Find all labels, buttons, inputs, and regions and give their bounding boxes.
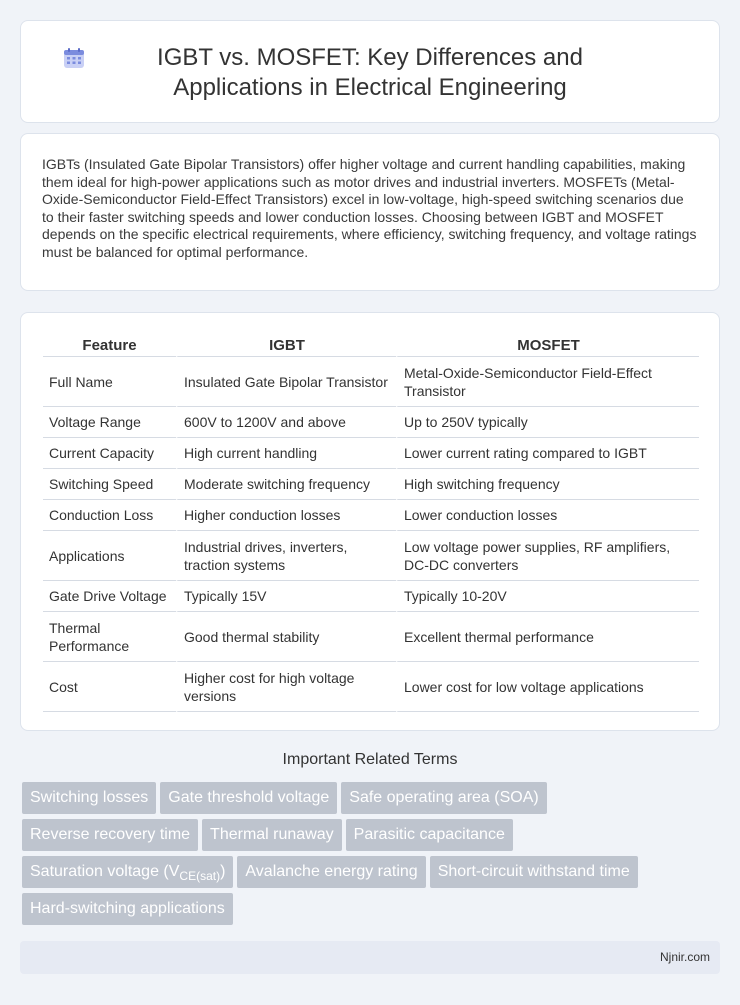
table-row (43, 438, 699, 469)
table-cell-igbt: Typically 15V (176, 581, 396, 612)
intro-card (20, 133, 720, 291)
term-tag[interactable]: Reverse recovery time (22, 819, 198, 851)
table-cell-igbt: Insulated Gate Bipolar Transistor (176, 357, 396, 407)
page-title: IGBT vs. MOSFET: Key Differences and Applications in Electrical Engineering (157, 44, 583, 101)
table-cell-igbt: Moderate switching frequency (176, 469, 396, 500)
term-tag[interactable]: Avalanche energy rating (237, 856, 425, 888)
footer-brand[interactable]: Njnir.com (659, 950, 710, 964)
term-tag[interactable]: Safe operating area (SOA) (341, 782, 546, 814)
table-cell-mosfet: Excellent thermal performance (396, 612, 699, 662)
table-header-row (43, 335, 699, 357)
table-cell-feature: Current Capacity (43, 438, 176, 469)
term-tag[interactable]: Thermal runaway (202, 819, 342, 851)
term-tag-text: Saturation voltage (V (30, 863, 180, 880)
footer (20, 941, 720, 974)
table-cell-mosfet: Up to 250V typically (396, 407, 699, 438)
table-row (43, 612, 699, 662)
comparison-table-card (20, 312, 720, 731)
table-cell-mosfet: Metal-Oxide-Semiconductor Field-Effect Transistor (396, 357, 699, 407)
table-cell-feature: Cost (43, 662, 176, 712)
related-terms-heading: Important Related Terms (282, 751, 458, 768)
term-tag-text-end: ) (220, 863, 226, 880)
term-tag[interactable]: Switching losses (22, 782, 156, 814)
header-feature: Feature (43, 335, 176, 357)
table-row (43, 581, 699, 612)
intro-paragraph: IGBTs (Insulated Gate Bipolar Transistors) offer higher voltage and current handling capabilities, making them ideal for high-power applications such as motor drives and industrial inverters. MOSFETs (Metal-Oxide-Semiconductor Field-Effect Transistors) excel in low-voltage, high-speed switching scenarios due to their faster switching speeds and lower conduction losses. Choosing between IGBT and MOSFET depends on the specific electrical requirements, where efficiency, switching frequency, and voltage ratings must be balanced for optimal performance. (42, 156, 697, 260)
table-cell-mosfet: Lower cost for low voltage applications (396, 662, 699, 712)
term-tag[interactable]: Short-circuit withstand time (430, 856, 638, 888)
table-row (43, 662, 699, 712)
table-cell-mosfet: Lower current rating compared to IGBT (396, 438, 699, 469)
term-tag-subscript: CE(sat) (179, 869, 221, 884)
table-cell-feature: Voltage Range (43, 407, 176, 438)
header-mosfet: MOSFET (396, 335, 699, 357)
title-card (20, 20, 720, 123)
table-cell-feature: Conduction Loss (43, 500, 176, 531)
table-cell-feature: Switching Speed (43, 469, 176, 500)
table-row (43, 531, 699, 581)
table-cell-igbt: Higher cost for high voltage versions (176, 662, 396, 712)
table-cell-mosfet: Low voltage power supplies, RF amplifiers, DC-DC converters (396, 531, 699, 581)
table-cell-mosfet: Typically 10-20V (396, 581, 699, 612)
table-cell-igbt: Good thermal stability (176, 612, 396, 662)
table-cell-igbt: 600V to 1200V and above (176, 407, 396, 438)
table-cell-mosfet: High switching frequency (396, 469, 699, 500)
table-cell-feature: Applications (43, 531, 176, 581)
table-cell-mosfet: Lower conduction losses (396, 500, 699, 531)
table-row (43, 500, 699, 531)
table-cell-feature: Gate Drive Voltage (43, 581, 176, 612)
comparison-table (43, 335, 699, 712)
term-tag-saturation-voltage[interactable] (22, 856, 233, 888)
term-tag[interactable]: Parasitic capacitance (346, 819, 513, 851)
table-cell-feature: Full Name (43, 357, 176, 407)
header-igbt: IGBT (176, 335, 396, 357)
related-terms-list (22, 782, 712, 930)
table-row (43, 357, 699, 407)
term-tag[interactable]: Hard-switching applications (22, 893, 233, 925)
table-cell-feature: Thermal Performance (43, 612, 176, 662)
term-tag[interactable]: Gate threshold voltage (160, 782, 337, 814)
table-row (43, 407, 699, 438)
table-cell-igbt: High current handling (176, 438, 396, 469)
table-cell-igbt: Higher conduction losses (176, 500, 396, 531)
table-cell-igbt: Industrial drives, inverters, traction systems (176, 531, 396, 581)
table-row (43, 469, 699, 500)
